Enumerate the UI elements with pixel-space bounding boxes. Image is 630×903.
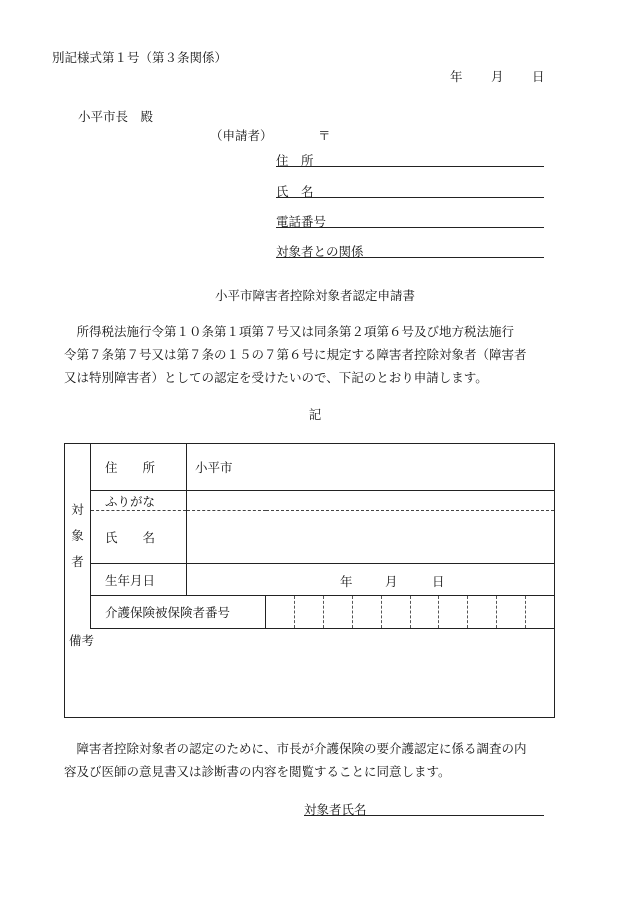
statement-line: 所得税法施行令第１０条第１項第７号又は同条第２項第６号及び地方税法施行 (64, 324, 515, 339)
consent-statement (64, 737, 558, 783)
addressee: 小平市長 殿 (78, 109, 154, 124)
statement-line: 令第７条第７号又は第７条の１５の７第６号に規定する障害者控除対象者（障害者 (64, 347, 527, 362)
remarks-box[interactable] (64, 626, 555, 718)
insurance-digit-box[interactable] (266, 596, 295, 628)
signature-label: 対象者氏名 (304, 802, 367, 817)
subject-address-value: 小平市 (195, 460, 233, 475)
applicant-label: （申請者） (210, 128, 273, 143)
document-title: 小平市障害者控除対象者認定申請書 (214, 288, 415, 303)
insurance-digit-box[interactable] (353, 596, 382, 628)
insurance-digit-box[interactable] (439, 596, 468, 628)
insurance-digit-box[interactable] (526, 596, 554, 628)
insurance-digit-boxes (266, 596, 554, 628)
subject-name-field[interactable] (187, 511, 555, 564)
subject-birthdate-field[interactable] (187, 564, 555, 596)
applicant-name-line[interactable] (276, 197, 544, 198)
remarks-label: 備考 (69, 633, 95, 648)
subject-furigana-label: ふりがな (91, 491, 187, 511)
date-day-label: 日 (532, 69, 545, 84)
date-month-label: 月 (491, 69, 504, 84)
insurance-digit-box[interactable] (382, 596, 411, 628)
birth-month-unit: 月 (385, 574, 398, 589)
applicant-address-line[interactable] (276, 166, 544, 167)
consent-line: 障害者控除対象者の認定のために、市長が介護保険の要介護認定に係る調査の内 (64, 741, 527, 756)
application-statement (64, 320, 558, 389)
postal-mark: 〒 (318, 128, 331, 143)
applicant-address-label: 住 所 (276, 153, 314, 168)
subject-birthdate-label: 生年月日 (91, 564, 187, 596)
insurance-number-field[interactable] (266, 596, 555, 629)
applicant-phone-label: 電話番号 (276, 214, 327, 229)
signature-line[interactable] (304, 815, 544, 816)
applicant-relation-line[interactable] (276, 257, 544, 258)
applicant-phone-line[interactable] (276, 227, 544, 228)
insurance-digit-box[interactable] (497, 596, 526, 628)
applicant-relation-label: 対象者との関係 (276, 244, 364, 259)
insurance-digit-box[interactable] (324, 596, 353, 628)
statement-line: 又は特別障害者）としての認定を受けたいので、下記のとおり申請します。 (64, 370, 488, 385)
date-year-label: 年 (450, 69, 463, 84)
applicant-name-label: 氏 名 (276, 184, 314, 199)
insurance-digit-box[interactable] (295, 596, 324, 628)
consent-line: 容及び医師の意見書又は診断書の内容を閲覧することに同意します。 (64, 764, 451, 779)
form-number: 別記様式第１号（第３条関係） (52, 50, 228, 65)
insurance-number-label: 介護保険被保険者番号 (91, 596, 266, 629)
subject-table (64, 443, 555, 629)
birth-day-unit: 日 (432, 574, 445, 589)
subject-furigana-field[interactable] (187, 491, 555, 511)
subject-name-label: 氏 名 (91, 511, 187, 564)
insurance-digit-box[interactable] (411, 596, 440, 628)
subject-side-label: 対 象 者 (65, 444, 91, 629)
subject-address-field[interactable] (187, 444, 555, 491)
subject-address-label: 住 所 (91, 444, 187, 491)
insurance-digit-box[interactable] (468, 596, 497, 628)
birth-year-unit: 年 (340, 574, 353, 589)
ki-marker: 記 (308, 407, 322, 422)
